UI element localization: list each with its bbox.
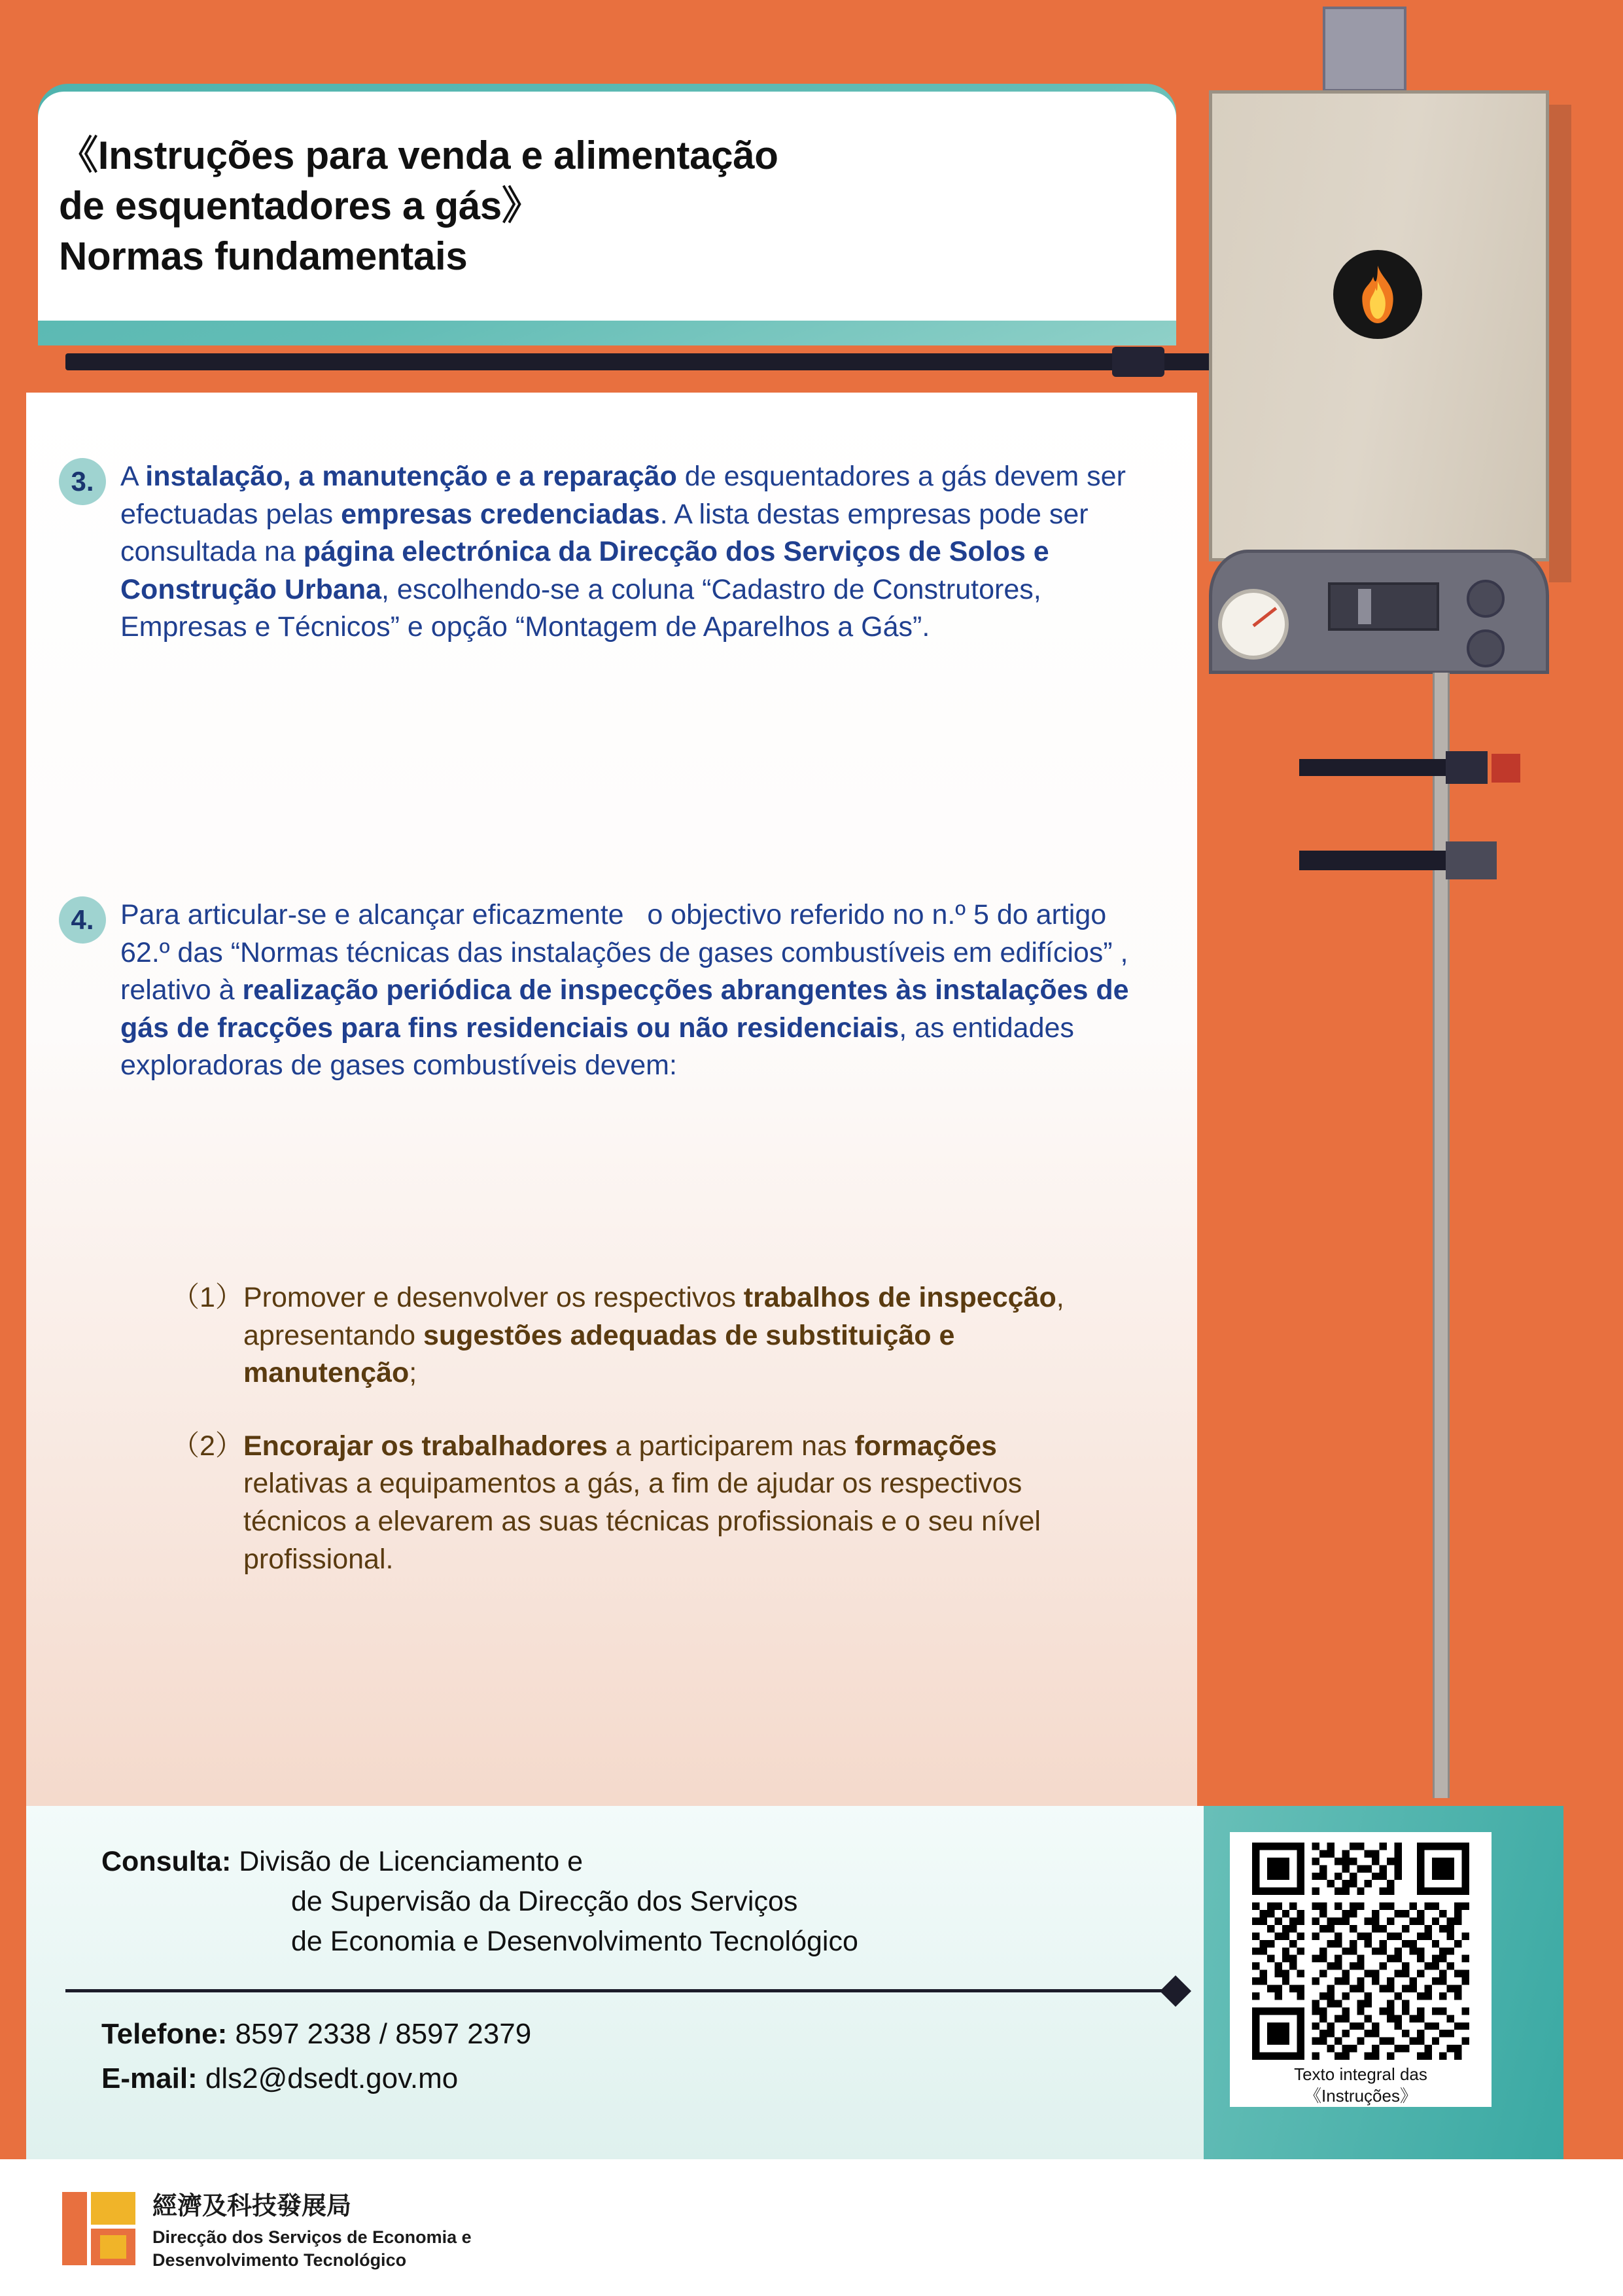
heater-display — [1328, 582, 1439, 631]
item-paragraph: Para articular-se e alcançar eficazmente o objectivo referido no n.º 5 do artigo 62.º das “Normas técnicas das instalações de gases combustíveis em edifícios” , relativo à realização periódica de inspecções abrangentes às instalações de gás de fracções para fins residenciais ou não residenciais, as entidades exploradoras de gases combustíveis devem: — [120, 899, 1129, 1082]
title-line-1: 《Instruções para venda e alimentação — [59, 133, 778, 177]
branch-pipe-lower — [1299, 851, 1454, 870]
water-heater-illustration — [1171, 0, 1623, 1819]
list-item — [171, 1279, 1087, 1392]
org-name-pt-line-1: Direcção dos Serviços de Economia e — [152, 2227, 472, 2247]
item-paragraph: A instalação, a manutenção e a reparação de esquentadores a gás devem ser efectuadas pelas empresas credenciadas. A lista destas empresas pode ser consultada na página electrónica da Direcção dos Serviços de Solos e Construção Urbana, escolhendo-se a coluna “Cadastro de Construtores, Empresas e Técnicos” e opção “Montagem de Aparelhos a Gás”. — [120, 461, 1126, 643]
pressure-gauge-icon — [1218, 589, 1289, 660]
organization-logo — [62, 2192, 472, 2272]
qr-caption-line-2: 《Instruções》 — [1304, 2085, 1417, 2106]
valve-icon — [1492, 754, 1520, 783]
heater-display-slot — [1358, 589, 1371, 624]
title-line-3: Normas fundamentais — [59, 234, 468, 278]
sub-item-marker: （2） — [171, 1430, 243, 1462]
qr-code-box[interactable] — [1230, 1832, 1492, 2107]
sub-item-marker: （1） — [171, 1282, 243, 1313]
branch-pipe-lower-joint — [1446, 841, 1497, 879]
dsedt-logo-icon — [62, 2192, 135, 2265]
flame-icon — [1333, 250, 1422, 339]
org-name-portuguese — [152, 2226, 472, 2272]
heater-knob-upper — [1467, 580, 1505, 618]
footer-divider — [65, 1989, 1184, 1992]
decorative-pipe-joint — [1112, 347, 1164, 377]
heater-flue-icon — [1323, 7, 1406, 92]
gauge-needle — [1252, 607, 1277, 627]
sub-list — [171, 1279, 1087, 1614]
qr-code-icon — [1244, 1843, 1477, 2060]
item-number-badge: 4. — [59, 896, 106, 944]
contact-block: Telefone: 8597 2338 / 8597 2379 E-mail: dls2@dsedt.gov.mo — [101, 2018, 532, 2095]
sub-item-text: Encorajar os trabalhadores a participarem nas formações relativas a equipamentos a gás, a fim de ajudar os respectivos técnicos a elevarem as suas técnicas profissionais e o seu nível profissional. — [243, 1430, 1041, 1575]
branch-pipe-upper-joint — [1446, 751, 1488, 784]
heater-shadow — [1549, 105, 1571, 582]
list-item — [171, 1428, 1087, 1578]
list-item — [59, 896, 1141, 1085]
title-line-2: de esquentadores a gás》 — [59, 183, 541, 228]
qr-caption — [1294, 2064, 1427, 2106]
heater-knob-lower — [1467, 629, 1505, 667]
consulta-block: Consulta: Divisão de Licenciamento e de Supervisão da Direcção dos Serviços de Economia e Desenvolvimento Tecnológico — [101, 1846, 858, 1958]
sub-item-text: Promover e desenvolver os respectivos trabalhos de inspecção, apresentando sugestões adequadas de substituição e manutenção; — [243, 1282, 1064, 1389]
org-name-chinese: 經濟及科技發展局 — [152, 2193, 352, 2220]
page-title — [59, 131, 1171, 281]
decorative-pipe-horizontal — [65, 353, 1223, 370]
qr-caption-line-1: Texto integral das — [1294, 2064, 1427, 2084]
item-number-badge: 3. — [59, 458, 106, 505]
list-item — [59, 458, 1134, 646]
org-name-pt-line-2: Desenvolvimento Tecnológico — [152, 2250, 407, 2270]
branch-pipe-upper — [1299, 759, 1454, 776]
